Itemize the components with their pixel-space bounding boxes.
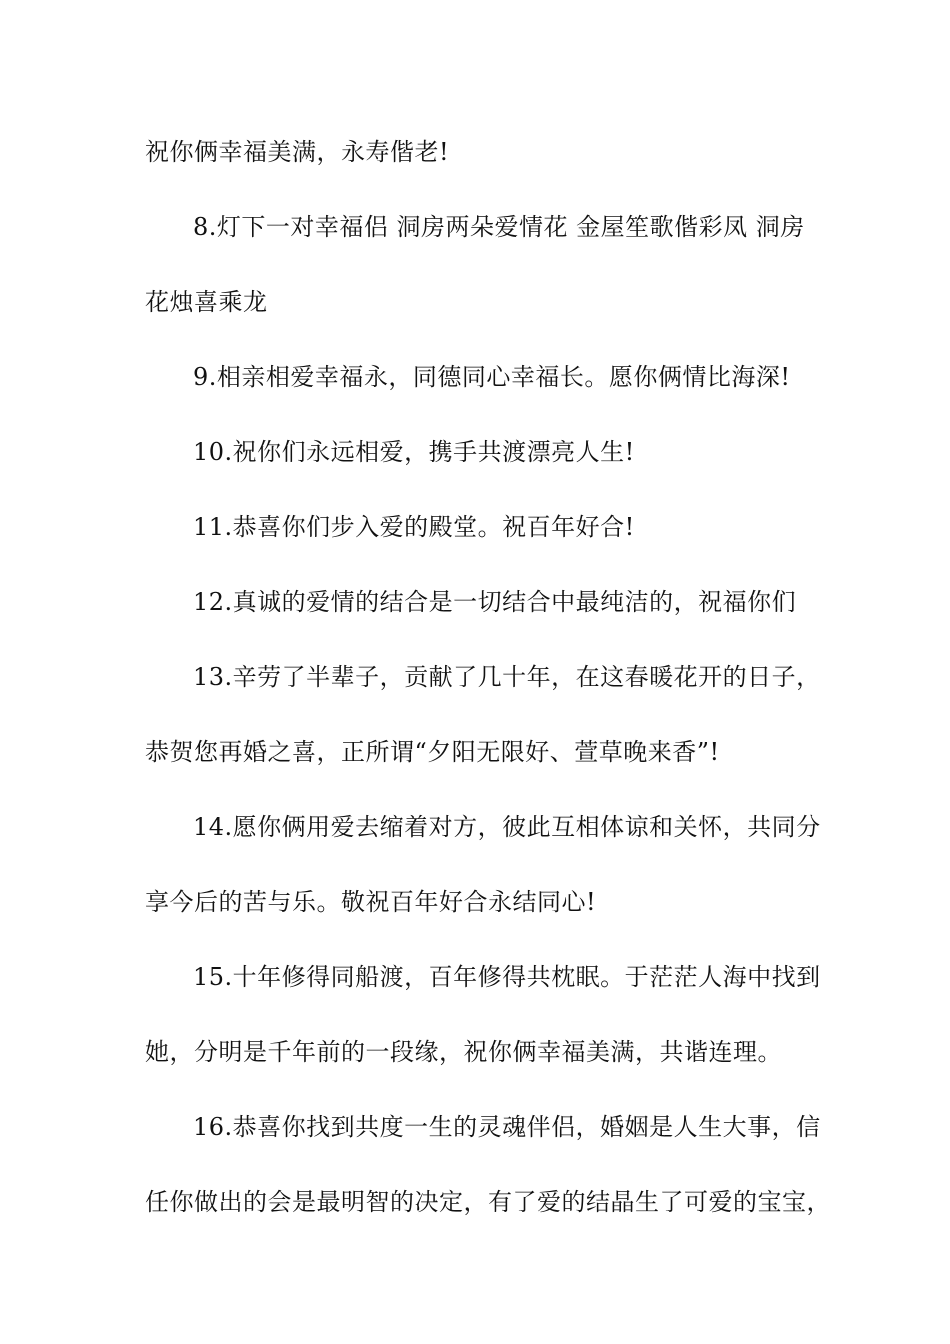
text-line: 8.灯下一对幸福侣 洞房两朵爱情花 金屋笙歌偕彩凤 洞房 [193, 213, 805, 241]
text-line: 15.十年修得同船渡，百年修得共枕眠。于茫茫人海中找到 [193, 963, 821, 991]
text-line: 12.真诚的爱情的结合是一切结合中最纯洁的，祝福你们 [193, 588, 797, 616]
text-line: 任你做出的会是最明智的决定，有了爱的结晶生了可爱的宝宝， [145, 1188, 831, 1216]
text-line: 享今后的苦与乐。敬祝百年好合永结同心! [145, 888, 597, 916]
text-line: 她，分明是千年前的一段缘，祝你俩幸福美满，共谐连理。 [145, 1038, 782, 1066]
text-line: 14.愿你俩用爱去缩着对方，彼此互相体谅和关怀，共同分 [193, 813, 821, 841]
text-line: 祝你俩幸福美满，永寿偕老! [145, 138, 450, 166]
text-line: 13.辛劳了半辈子，贡献了几十年，在这春暖花开的日子， [193, 663, 821, 691]
text-line: 9.相亲相爱幸福永，同德同心幸福长。愿你俩情比海深! [193, 363, 791, 391]
text-line: 10.祝你们永远相爱，携手共渡漂亮人生! [193, 438, 635, 466]
text-line: 恭贺您再婚之喜，正所谓“夕阳无限好、萱草晚来香”! [145, 738, 720, 766]
text-line: 花烛喜乘龙 [145, 288, 268, 316]
text-line: 16.恭喜你找到共度一生的灵魂伴侣，婚姻是人生大事，信 [193, 1113, 821, 1141]
text-line: 11.恭喜你们步入爱的殿堂。祝百年好合! [193, 513, 635, 541]
